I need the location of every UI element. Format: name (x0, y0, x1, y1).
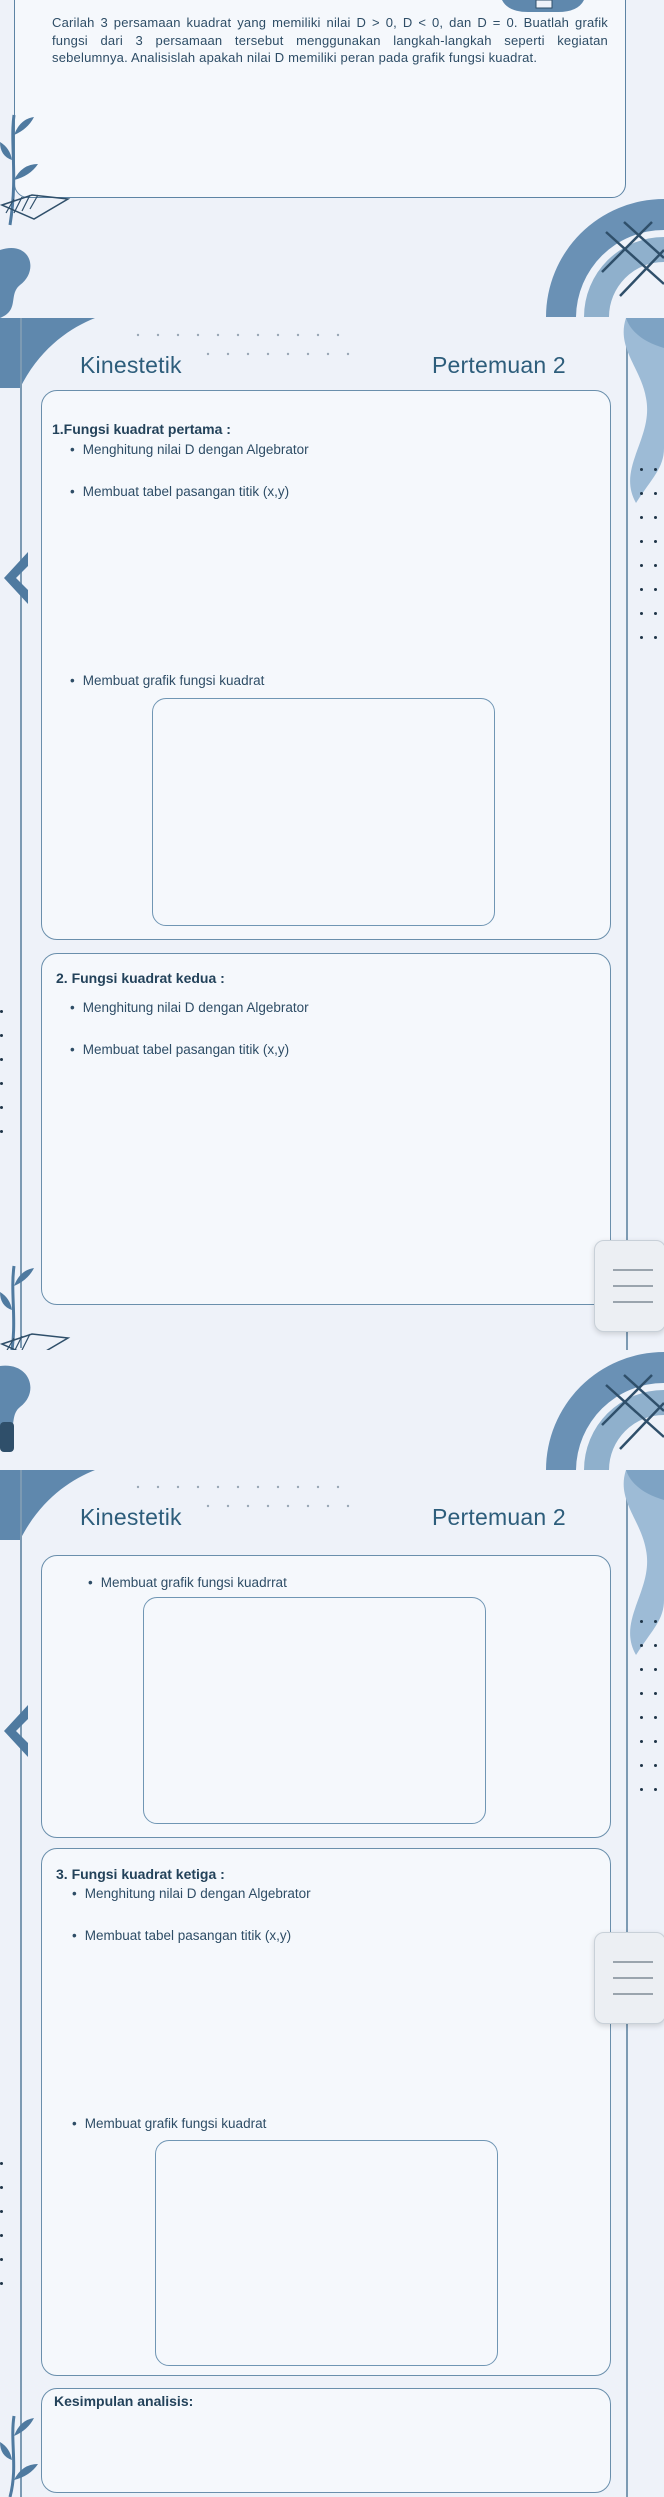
section3-bullet-1: • Menghitung nilai D dengan Algebrator (72, 1886, 311, 1901)
right-dots-page3 (640, 1620, 644, 1812)
section1-bullet-2: • Membuat tabel pasangan titik (x,y) (70, 484, 289, 499)
section2-bullet-2: • Membuat tabel pasangan titik (x,y) (70, 1042, 289, 1057)
section3-graph-box (155, 2140, 498, 2366)
conclusion-title: Kesimpulan analisis: (54, 2393, 194, 2409)
section2-bullet-1: • Menghitung nilai D dengan Algebrator (70, 1000, 309, 1015)
left-blob-decoration (0, 240, 50, 320)
page2-header-right: Pertemuan 2 (432, 352, 566, 378)
prev-page-chevron-icon[interactable] (0, 550, 30, 606)
section3-bullet-3: • Membuat grafik fungsi kuadrat (72, 2116, 266, 2131)
page2-header-left: Kinestetik (80, 352, 182, 378)
top-tab-decoration (498, 0, 588, 14)
section1-bullet-1: • Menghitung nilai D dengan Algebrator (70, 442, 309, 457)
section1-graph-box (152, 698, 495, 926)
side-menu-tab-2[interactable] (594, 1932, 664, 2024)
section1-bullet-3: • Membuat grafik fungsi kuadrat (70, 673, 264, 688)
left-dots-page2 (0, 1010, 4, 1154)
arch-grid-decoration-2 (540, 1345, 664, 1470)
header-dots-decoration (130, 330, 360, 360)
section2-title: 2. Fungsi kuadrat kedua : (56, 970, 225, 986)
page3-header-left: Kinestetik (80, 1504, 182, 1530)
continued-graph-box (143, 1597, 486, 1824)
left-blob-decoration-2 (0, 1362, 50, 1452)
side-menu-tab[interactable] (594, 1240, 664, 1332)
intro-paragraph: Carilah 3 persamaan kuadrat yang memiliki nilai D > 0, D < 0, dan D = 0. Buatlah grafik fungsi dari 3 persamaan tersebut menggunakan langkah-langkah seperti kegiatan sebelumnya. Analisislah apakah nilai D memiliki peran pada grafik fungsi kuadrat. (52, 15, 608, 65)
page2-left-frame-edge (20, 318, 22, 1348)
continued-graph-bullet: • Membuat grafik fungsi kuadrrat (88, 1575, 287, 1590)
arch-grid-decoration (540, 192, 664, 317)
section1-title: 1.Fungsi kuadrat pertama : (52, 421, 231, 437)
page3-header-right: Pertemuan 2 (432, 1504, 566, 1530)
plant-decoration-icon-3 (0, 2412, 60, 2497)
left-dots-page3 (0, 2162, 4, 2306)
page3-left-frame-edge (20, 1470, 22, 2497)
section3-title: 3. Fungsi kuadrat ketiga : (56, 1866, 225, 1882)
right-dots-page3-b (654, 1620, 658, 1812)
section3-bullet-2: • Membuat tabel pasangan titik (x,y) (72, 1928, 291, 1943)
header-dots-decoration-2 (130, 1482, 360, 1512)
prev-page-chevron-icon-2[interactable] (0, 1703, 30, 1759)
plant-decoration-icon (0, 105, 80, 235)
right-dots-page2-b (654, 468, 658, 660)
right-dots-page2 (640, 468, 644, 660)
